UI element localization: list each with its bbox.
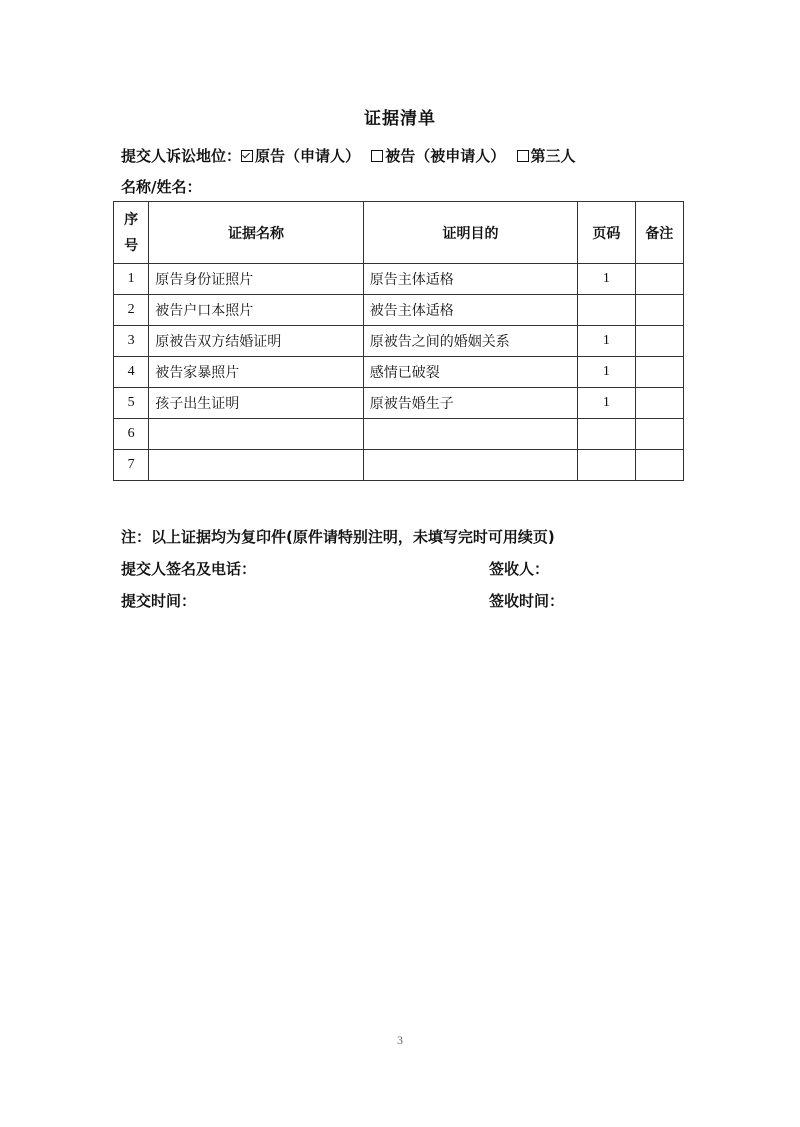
cell-page: 1 bbox=[578, 326, 635, 357]
cell-remark bbox=[635, 419, 683, 450]
status-option-defendant[interactable] bbox=[371, 147, 505, 165]
cell-page: 1 bbox=[578, 388, 635, 419]
table-row bbox=[114, 295, 684, 326]
cell-purpose: 原被告之间的婚姻关系 bbox=[363, 326, 578, 357]
cell-page bbox=[578, 419, 635, 450]
note-text: 注：以上证据均为复印件(原件请特别注明，未填写完时可用续页) bbox=[121, 528, 555, 546]
cell-evidence-name: 被告家暴照片 bbox=[149, 357, 364, 388]
table-row bbox=[114, 450, 684, 481]
cell-purpose: 原告主体适格 bbox=[363, 264, 578, 295]
cell-purpose: 感情已破裂 bbox=[363, 357, 578, 388]
name-field-label: 名称/姓名： bbox=[121, 178, 202, 196]
cell-purpose: 原被告婚生子 bbox=[363, 388, 578, 419]
receiver-label: 签收人： bbox=[489, 560, 550, 578]
status-option-label: 原告（申请人） bbox=[255, 147, 361, 165]
cell-purpose bbox=[363, 450, 578, 481]
table-row bbox=[114, 326, 684, 357]
header-seq bbox=[114, 202, 149, 264]
unchecked-checkbox-icon[interactable] bbox=[517, 150, 529, 162]
cell-evidence-name bbox=[149, 450, 364, 481]
table-row bbox=[114, 419, 684, 450]
cell-purpose: 被告主体适格 bbox=[363, 295, 578, 326]
cell-remark bbox=[635, 264, 683, 295]
header-purpose: 证明目的 bbox=[363, 202, 578, 264]
document-title: 证据清单 bbox=[364, 109, 436, 129]
status-option-third-party[interactable] bbox=[517, 147, 576, 165]
cell-page: 1 bbox=[578, 357, 635, 388]
cell-seq: 6 bbox=[114, 419, 149, 450]
cell-seq: 4 bbox=[114, 357, 149, 388]
litigation-status-label: 提交人诉讼地位： bbox=[121, 147, 242, 165]
cell-remark bbox=[635, 326, 683, 357]
evidence-table bbox=[113, 201, 684, 481]
cell-remark bbox=[635, 388, 683, 419]
page-number: 3 bbox=[397, 1033, 403, 1047]
checked-checkbox-icon[interactable] bbox=[241, 150, 253, 162]
cell-seq: 3 bbox=[114, 326, 149, 357]
cell-evidence-name: 原告身份证照片 bbox=[149, 264, 364, 295]
header-seq-line2: 号 bbox=[124, 237, 139, 254]
receive-time-label: 签收时间： bbox=[489, 592, 565, 610]
header-seq-line1: 序 bbox=[124, 211, 139, 228]
cell-purpose bbox=[363, 419, 578, 450]
cell-evidence-name bbox=[149, 419, 364, 450]
cell-evidence-name: 孩子出生证明 bbox=[149, 388, 364, 419]
cell-remark bbox=[635, 450, 683, 481]
header-page: 页码 bbox=[578, 202, 635, 264]
cell-remark bbox=[635, 357, 683, 388]
cell-page bbox=[578, 450, 635, 481]
header-evidence-name: 证据名称 bbox=[149, 202, 364, 264]
cell-seq: 1 bbox=[114, 264, 149, 295]
table-header-row bbox=[114, 202, 684, 264]
header-remark: 备注 bbox=[635, 202, 683, 264]
cell-seq: 2 bbox=[114, 295, 149, 326]
table-row bbox=[114, 388, 684, 419]
table-row bbox=[114, 264, 684, 295]
cell-seq: 5 bbox=[114, 388, 149, 419]
status-option-plaintiff[interactable] bbox=[241, 147, 360, 165]
submitter-sign-label: 提交人签名及电话： bbox=[121, 560, 257, 578]
table-row bbox=[114, 357, 684, 388]
litigation-status-line bbox=[121, 145, 582, 166]
cell-evidence-name: 原被告双方结婚证明 bbox=[149, 326, 364, 357]
status-option-label: 被告（被申请人） bbox=[385, 147, 506, 165]
submit-time-label: 提交时间： bbox=[121, 592, 197, 610]
cell-remark bbox=[635, 295, 683, 326]
cell-page bbox=[578, 295, 635, 326]
cell-page: 1 bbox=[578, 264, 635, 295]
status-option-label: 第三人 bbox=[530, 147, 576, 165]
unchecked-checkbox-icon[interactable] bbox=[371, 150, 383, 162]
cell-evidence-name: 被告户口本照片 bbox=[149, 295, 364, 326]
cell-seq: 7 bbox=[114, 450, 149, 481]
